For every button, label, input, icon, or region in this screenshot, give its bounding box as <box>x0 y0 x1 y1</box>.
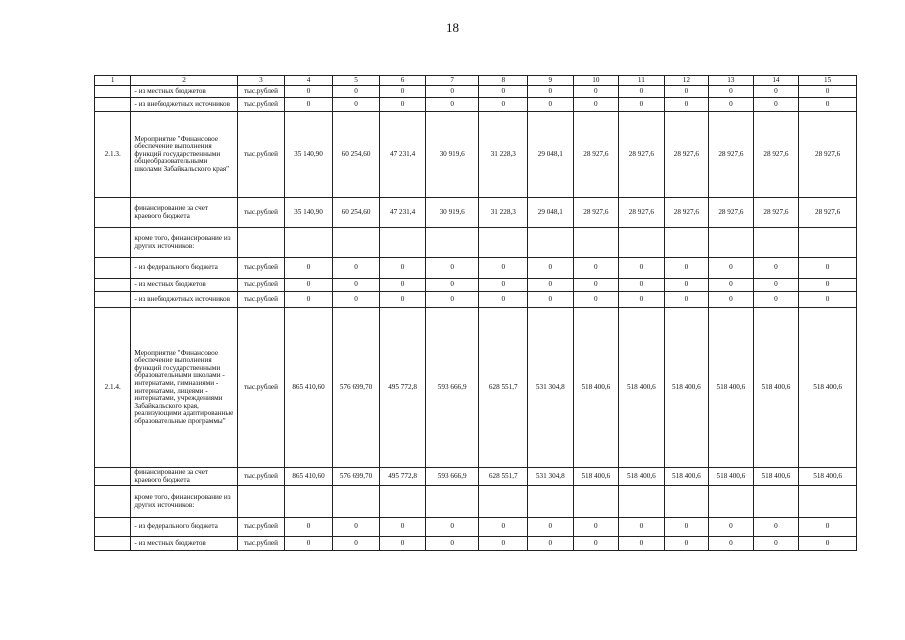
row-description-cell: - из местных бюджетов <box>131 537 237 551</box>
value-cell: 0 <box>285 537 333 551</box>
row-number-cell <box>95 279 131 292</box>
column-header: 10 <box>573 76 619 86</box>
column-header: 2 <box>131 76 237 86</box>
row-number-cell <box>95 468 131 486</box>
value-cell <box>479 486 528 518</box>
value-cell: 0 <box>285 279 333 292</box>
value-cell: 0 <box>753 279 799 292</box>
value-cell: 47 231,4 <box>380 198 426 228</box>
column-header: 1 <box>95 76 131 86</box>
value-cell: 0 <box>753 258 799 279</box>
value-cell <box>528 486 574 518</box>
value-cell: 593 666,9 <box>425 308 479 468</box>
value-cell: 0 <box>528 292 574 308</box>
value-cell: 0 <box>425 86 479 98</box>
table-row <box>95 98 857 112</box>
value-cell: 0 <box>573 258 619 279</box>
value-cell: 0 <box>619 98 665 112</box>
value-cell <box>425 228 479 258</box>
column-header: 4 <box>285 76 333 86</box>
value-cell: 28 927,6 <box>664 198 709 228</box>
row-description-cell: - из внебюджетных источников <box>131 292 237 308</box>
value-cell: 60 254,60 <box>332 112 380 198</box>
value-cell <box>619 228 665 258</box>
column-header: 5 <box>332 76 380 86</box>
value-cell: 593 666,9 <box>425 468 479 486</box>
value-cell: 0 <box>619 258 665 279</box>
unit-cell: тыс.рублей <box>237 198 285 228</box>
column-header: 8 <box>479 76 528 86</box>
value-cell: 0 <box>425 279 479 292</box>
row-number-cell <box>95 86 131 98</box>
value-cell: 0 <box>528 279 574 292</box>
column-header: 15 <box>799 76 857 86</box>
row-number-cell <box>95 292 131 308</box>
table-row <box>95 86 857 98</box>
value-cell <box>380 486 426 518</box>
unit-cell <box>237 486 285 518</box>
unit-cell: тыс.рублей <box>237 86 285 98</box>
column-header: 14 <box>753 76 799 86</box>
value-cell: 865 410,60 <box>285 308 333 468</box>
value-cell: 0 <box>332 86 380 98</box>
value-cell: 35 140,90 <box>285 112 333 198</box>
value-cell: 0 <box>664 537 709 551</box>
value-cell: 518 400,6 <box>619 308 665 468</box>
value-cell: 0 <box>332 258 380 279</box>
value-cell: 518 400,6 <box>799 468 857 486</box>
value-cell: 0 <box>619 537 665 551</box>
value-cell: 518 400,6 <box>753 468 799 486</box>
value-cell <box>332 486 380 518</box>
value-cell: 0 <box>619 518 665 537</box>
value-cell: 0 <box>709 292 754 308</box>
value-cell <box>332 228 380 258</box>
value-cell: 0 <box>380 98 426 112</box>
column-header: 3 <box>237 76 285 86</box>
value-cell: 28 927,6 <box>664 112 709 198</box>
value-cell: 28 927,6 <box>573 198 619 228</box>
value-cell: 0 <box>332 537 380 551</box>
value-cell <box>479 228 528 258</box>
row-description-cell: - из федерального бюджета <box>131 258 237 279</box>
value-cell: 0 <box>799 86 857 98</box>
value-cell <box>664 486 709 518</box>
row-number-cell <box>95 258 131 279</box>
row-description-cell: финансирование за счет краевого бюджета <box>131 198 237 228</box>
row-number-cell <box>95 98 131 112</box>
value-cell: 35 140,90 <box>285 198 333 228</box>
column-header: 9 <box>528 76 574 86</box>
value-cell: 0 <box>528 537 574 551</box>
value-cell: 531 304,8 <box>528 308 574 468</box>
unit-cell: тыс.рублей <box>237 258 285 279</box>
value-cell: 0 <box>664 258 709 279</box>
row-number-cell <box>95 537 131 551</box>
row-description-cell: - из местных бюджетов <box>131 279 237 292</box>
value-cell: 0 <box>799 292 857 308</box>
value-cell: 29 048,1 <box>528 198 574 228</box>
value-cell: 31 228,3 <box>479 112 528 198</box>
value-cell: 28 927,6 <box>799 112 857 198</box>
row-number-cell <box>95 518 131 537</box>
value-cell: 0 <box>799 518 857 537</box>
value-cell: 0 <box>380 86 426 98</box>
value-cell: 0 <box>425 537 479 551</box>
table-row <box>95 112 857 198</box>
value-cell: 28 927,6 <box>753 112 799 198</box>
table-row <box>95 308 857 468</box>
value-cell: 30 919,6 <box>425 112 479 198</box>
table-row <box>95 292 857 308</box>
value-cell <box>799 486 857 518</box>
value-cell: 518 400,6 <box>664 308 709 468</box>
table-row <box>95 258 857 279</box>
row-description-cell: - из федерального бюджета <box>131 518 237 537</box>
value-cell: 0 <box>332 518 380 537</box>
row-description-cell: Мероприятие "Финансовое обеспечение выполнения функций государственными образовательными школами - интернатами, гимназиями - интернатами, лицеями - интернатами, учреждениями Забайкальского края, реализующими адаптированные образовательные программы" <box>131 308 237 468</box>
value-cell: 28 927,6 <box>619 112 665 198</box>
value-cell: 0 <box>573 98 619 112</box>
value-cell <box>709 228 754 258</box>
row-description-cell: Мероприятие "Финансовое обеспечение выполнения функций государственными общеобразовательными школами Забайкальского края" <box>131 112 237 198</box>
value-cell: 0 <box>709 518 754 537</box>
value-cell: 0 <box>664 279 709 292</box>
value-cell: 0 <box>799 98 857 112</box>
value-cell: 0 <box>799 537 857 551</box>
table-row <box>95 468 857 486</box>
value-cell <box>285 486 333 518</box>
value-cell: 0 <box>285 292 333 308</box>
value-cell: 0 <box>753 537 799 551</box>
value-cell <box>709 486 754 518</box>
page-number: 18 <box>446 20 459 35</box>
value-cell: 28 927,6 <box>573 112 619 198</box>
value-cell <box>380 228 426 258</box>
row-description-cell: - из внебюджетных источников <box>131 98 237 112</box>
value-cell: 0 <box>664 518 709 537</box>
column-header: 12 <box>664 76 709 86</box>
value-cell: 0 <box>380 258 426 279</box>
value-cell: 0 <box>479 258 528 279</box>
value-cell: 0 <box>709 537 754 551</box>
value-cell: 0 <box>799 258 857 279</box>
value-cell <box>425 486 479 518</box>
value-cell: 0 <box>753 292 799 308</box>
unit-cell: тыс.рублей <box>237 292 285 308</box>
value-cell <box>573 228 619 258</box>
value-cell: 0 <box>753 98 799 112</box>
value-cell: 0 <box>425 98 479 112</box>
value-cell: 518 400,6 <box>664 468 709 486</box>
value-cell: 0 <box>528 98 574 112</box>
table-row <box>95 537 857 551</box>
value-cell: 0 <box>709 98 754 112</box>
unit-cell: тыс.рублей <box>237 279 285 292</box>
column-header: 6 <box>380 76 426 86</box>
value-cell: 0 <box>753 86 799 98</box>
value-cell <box>528 228 574 258</box>
value-cell: 518 400,6 <box>799 308 857 468</box>
value-cell: 0 <box>528 86 574 98</box>
row-description-cell: финансирование за счет краевого бюджета <box>131 468 237 486</box>
value-cell: 28 927,6 <box>709 198 754 228</box>
value-cell: 0 <box>285 98 333 112</box>
value-cell: 518 400,6 <box>709 468 754 486</box>
table-row <box>95 518 857 537</box>
value-cell: 28 927,6 <box>799 198 857 228</box>
row-number-cell <box>95 228 131 258</box>
value-cell: 0 <box>619 86 665 98</box>
unit-cell: тыс.рублей <box>237 98 285 112</box>
value-cell: 28 927,6 <box>753 198 799 228</box>
value-cell: 0 <box>664 98 709 112</box>
row-description-cell: кроме того, финансирование из других источников: <box>131 228 237 258</box>
row-number-cell <box>95 198 131 228</box>
value-cell: 0 <box>380 537 426 551</box>
value-cell: 0 <box>479 86 528 98</box>
table-row <box>95 279 857 292</box>
value-cell: 628 551,7 <box>479 468 528 486</box>
value-cell: 0 <box>380 279 426 292</box>
value-cell: 518 400,6 <box>709 308 754 468</box>
value-cell: 0 <box>479 537 528 551</box>
value-cell: 0 <box>709 86 754 98</box>
value-cell: 0 <box>573 279 619 292</box>
unit-cell: тыс.рублей <box>237 308 285 468</box>
value-cell: 0 <box>285 86 333 98</box>
value-cell: 0 <box>799 279 857 292</box>
column-header: 13 <box>709 76 754 86</box>
value-cell: 576 699,70 <box>332 468 380 486</box>
row-description-cell: - из местных бюджетов <box>131 86 237 98</box>
value-cell: 0 <box>425 292 479 308</box>
table-row <box>95 198 857 228</box>
value-cell: 0 <box>332 279 380 292</box>
value-cell: 0 <box>664 86 709 98</box>
value-cell: 495 772,8 <box>380 468 426 486</box>
value-cell: 30 919,6 <box>425 198 479 228</box>
value-cell <box>799 228 857 258</box>
unit-cell <box>237 228 285 258</box>
value-cell: 0 <box>709 258 754 279</box>
value-cell: 0 <box>332 98 380 112</box>
value-cell: 0 <box>479 279 528 292</box>
row-number-cell: 2.1.3. <box>95 112 131 198</box>
value-cell: 0 <box>664 292 709 308</box>
value-cell: 0 <box>479 518 528 537</box>
value-cell: 0 <box>285 258 333 279</box>
value-cell: 0 <box>573 518 619 537</box>
value-cell: 28 927,6 <box>619 198 665 228</box>
value-cell: 0 <box>619 279 665 292</box>
unit-cell: тыс.рублей <box>237 468 285 486</box>
value-cell: 0 <box>573 86 619 98</box>
value-cell: 495 772,8 <box>380 308 426 468</box>
value-cell: 0 <box>285 518 333 537</box>
value-cell: 0 <box>425 518 479 537</box>
unit-cell: тыс.рублей <box>237 537 285 551</box>
value-cell: 0 <box>709 279 754 292</box>
value-cell: 531 304,8 <box>528 468 574 486</box>
value-cell: 31 228,3 <box>479 198 528 228</box>
row-number-cell <box>95 486 131 518</box>
value-cell: 628 551,7 <box>479 308 528 468</box>
value-cell: 0 <box>380 518 426 537</box>
value-cell: 0 <box>332 292 380 308</box>
value-cell <box>285 228 333 258</box>
value-cell: 518 400,6 <box>573 308 619 468</box>
value-cell: 576 699,70 <box>332 308 380 468</box>
value-cell: 518 400,6 <box>573 468 619 486</box>
value-cell: 518 400,6 <box>753 308 799 468</box>
value-cell: 0 <box>573 292 619 308</box>
value-cell: 0 <box>573 537 619 551</box>
column-header: 7 <box>425 76 479 86</box>
value-cell: 28 927,6 <box>709 112 754 198</box>
value-cell: 865 410,60 <box>285 468 333 486</box>
table-row <box>95 228 857 258</box>
value-cell: 0 <box>425 258 479 279</box>
value-cell <box>573 486 619 518</box>
value-cell <box>619 486 665 518</box>
value-cell: 29 048,1 <box>528 112 574 198</box>
value-cell: 0 <box>479 292 528 308</box>
value-cell: 47 231,4 <box>380 112 426 198</box>
value-cell <box>753 486 799 518</box>
unit-cell: тыс.рублей <box>237 112 285 198</box>
unit-cell: тыс.рублей <box>237 518 285 537</box>
value-cell: 0 <box>753 518 799 537</box>
value-cell: 518 400,6 <box>619 468 665 486</box>
value-cell <box>664 228 709 258</box>
value-cell: 60 254,60 <box>332 198 380 228</box>
value-cell: 0 <box>528 258 574 279</box>
value-cell: 0 <box>479 98 528 112</box>
value-cell <box>753 228 799 258</box>
value-cell: 0 <box>619 292 665 308</box>
table-header-row <box>95 76 857 86</box>
row-number-cell: 2.1.4. <box>95 308 131 468</box>
value-cell: 0 <box>380 292 426 308</box>
column-header: 11 <box>619 76 665 86</box>
budget-table <box>94 75 857 551</box>
value-cell: 0 <box>528 518 574 537</box>
row-description-cell: кроме того, финансирование из других источников: <box>131 486 237 518</box>
table-row <box>95 486 857 518</box>
